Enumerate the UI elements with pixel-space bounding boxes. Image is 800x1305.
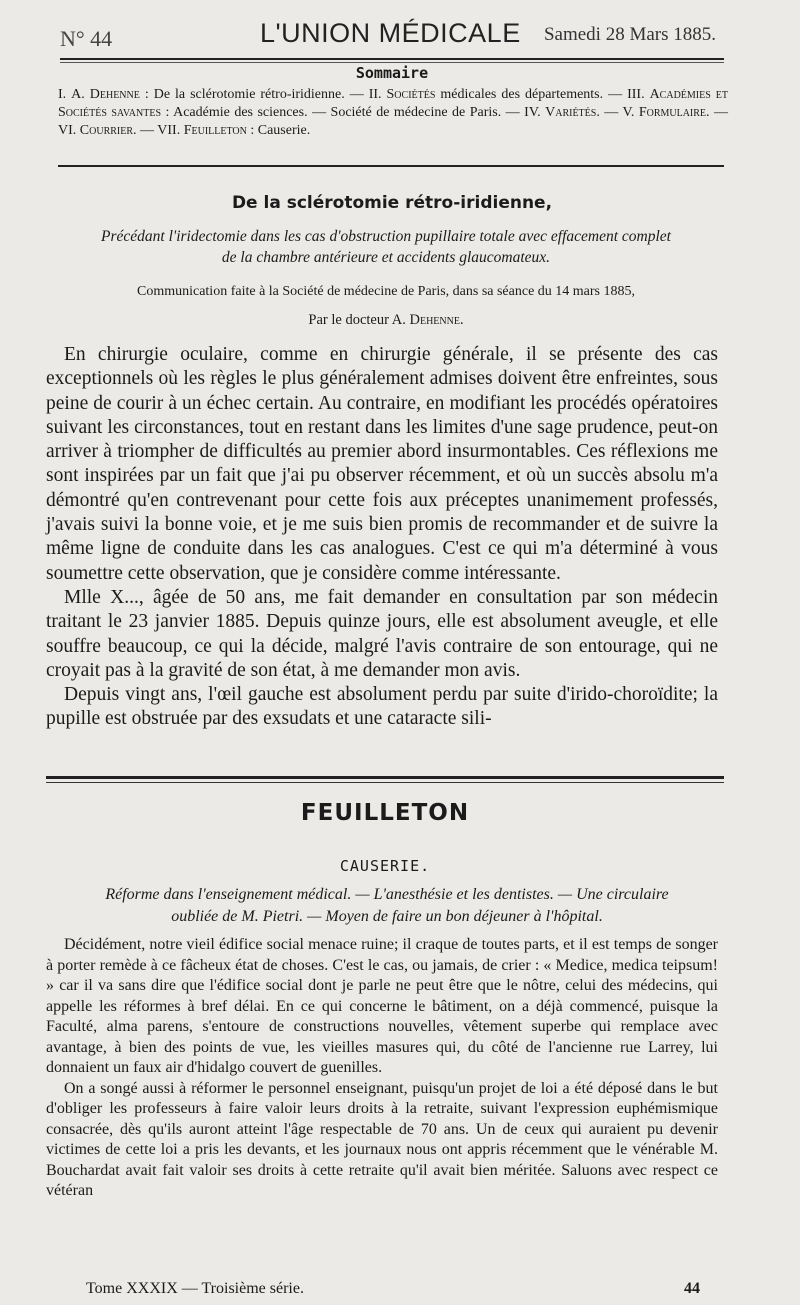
issue-number: N° 44	[60, 26, 113, 51]
article-body	[46, 343, 718, 732]
article-paragraph: En chirurgie oculaire, comme en chirurgie générale, il se présente des cas exceptionnels où les règles le plus généralement admises doivent être enfreintes, sous peine de courir à un échec certain. Au contraire, en modifiant les procédés opératoires suivant les circonstances, tout en restant dans les limites d'une sage prudence, peut-on arriver à triompher de difficultés au premier abord insurmontables. Ces réflexions me sont inspirées par un fait que j'ai pu observer récemment, et où un succès absolu m'a démontré qu'en contrevenant pour cette fois aux préceptes unanimement professés, j'avais suivi la bonne voie, et je me suis bien promis de recommander et de suivre la même ligne de conduite dans les cas analogues. C'est ce qui m'a déterminé à vous soumettre cette observation, que je considère comme intéressante.	[46, 344, 718, 584]
feuilleton-title: FEUILLETON	[300, 800, 470, 826]
page-header	[48, 18, 724, 54]
sommaire-heading: Sommaire	[355, 64, 429, 82]
causerie-subtitle: Réforme dans l'enseignement médical. — L'anesthésie et les dentistes. — Une circulaire oubliée de M. Pietri. — Moyen de faire un bon déjeuner à l'hôpital.	[105, 886, 669, 925]
feuilleton-paragraph: Décidément, notre vieil édifice social menace ruine; il craque de toutes parts, et il est temps de songer à porter remède à ce fâcheux état de choses. C'est le cas, ou jamais, de crier : « Medice, medica teipsum! » car il va sans dire que l'édifice social dont je parle ne peut être que le nôtre, celui des médecins, qui appelle les réformes à bref délai. En ce qui concerne le bâtiment, on a déjà commencé, puisque la Faculté, alma parens, s'entoure de constructions nouvelles, vêtement superbe qui remplace avec avantage, à bien des points de vue, les vieilles masures qui, du côté de l'ancienne rue Larrey, lui donnaient un faux air d'hidalgo couvert de guenilles.	[46, 936, 718, 1076]
sommaire-rule	[58, 165, 724, 167]
feuilleton-rule-thin	[46, 782, 724, 783]
article-paragraph: Mlle X..., âgée de 50 ans, me fait demander en consultation par son médecin traitant le 23 janvier 1885. Depuis quinze jours, elle est absolument aveugle, et elle souffre beaucoup, ce qui la décide, malgré l'avis contraire de son entourage, qui ne croyait pas à la gravité de son état, à me demander mon avis.	[46, 586, 718, 681]
feuilleton-rule	[46, 776, 724, 779]
page-number: 44	[684, 1280, 700, 1297]
author-line: Par le docteur A. Dehenne.	[308, 312, 464, 328]
feuilleton-paragraph: On a songé aussi à réformer le personnel enseignant, puisqu'un projet de loi a été déposé dans le but d'obliger les professeurs à faire valoir leurs droits à la retraite, suivant l'expression euphémismique consacrée, dès qu'ils auront atteint l'âge respectable de 70 ans. Un de ceux qui auraient pu devenir victimes de cette loi a pris les devants, et les journaux nous ont appris récemment que le vénérable M. Bouchardat avait fait valoir ses droits à cette retraite qu'il avait bien méritée. Saluons avec respect ce vétéran	[46, 1079, 718, 1199]
sommaire-contents: I. A. Dehenne : De la sclérotomie rétro-iridienne. — II. Sociétés médicales des départements. — III. Académies et Sociétés savantes : Académie des sciences. — Société de médecine de Paris. — IV. Variétés. — V. Formulaire. — VI. Courrier. — VII. Feuilleton : Causerie.	[58, 87, 729, 138]
page-footer	[46, 1280, 724, 1300]
feuilleton-body	[46, 935, 718, 1202]
article-subtitle: Précédant l'iridectomie dans les cas d'obstruction pupillaire totale avec effacement complet de la chambre antérieure et accidents glaucomateux.	[101, 228, 671, 266]
issue-date: Samedi 28 Mars 1885.	[543, 24, 716, 45]
volume-info: Tome XXXIX — Troisième série.	[86, 1280, 304, 1297]
journal-title: L'UNION MÉDICALE	[260, 18, 521, 48]
header-rule	[60, 58, 724, 60]
communication-note: Communication faite à la Société de médecine de Paris, dans sa séance du 14 mars 1885,	[136, 284, 635, 299]
causerie-heading: CAUSERIE.	[339, 857, 431, 875]
article-paragraph: Depuis vingt ans, l'œil gauche est absolument perdu par suite d'irido-choroïdite; la pupille est obstruée par des exsudats et une cataracte sili-	[46, 684, 718, 730]
header-rule-thin	[60, 62, 724, 63]
article-title: De la sclérotomie rétro-iridienne,	[231, 193, 553, 213]
